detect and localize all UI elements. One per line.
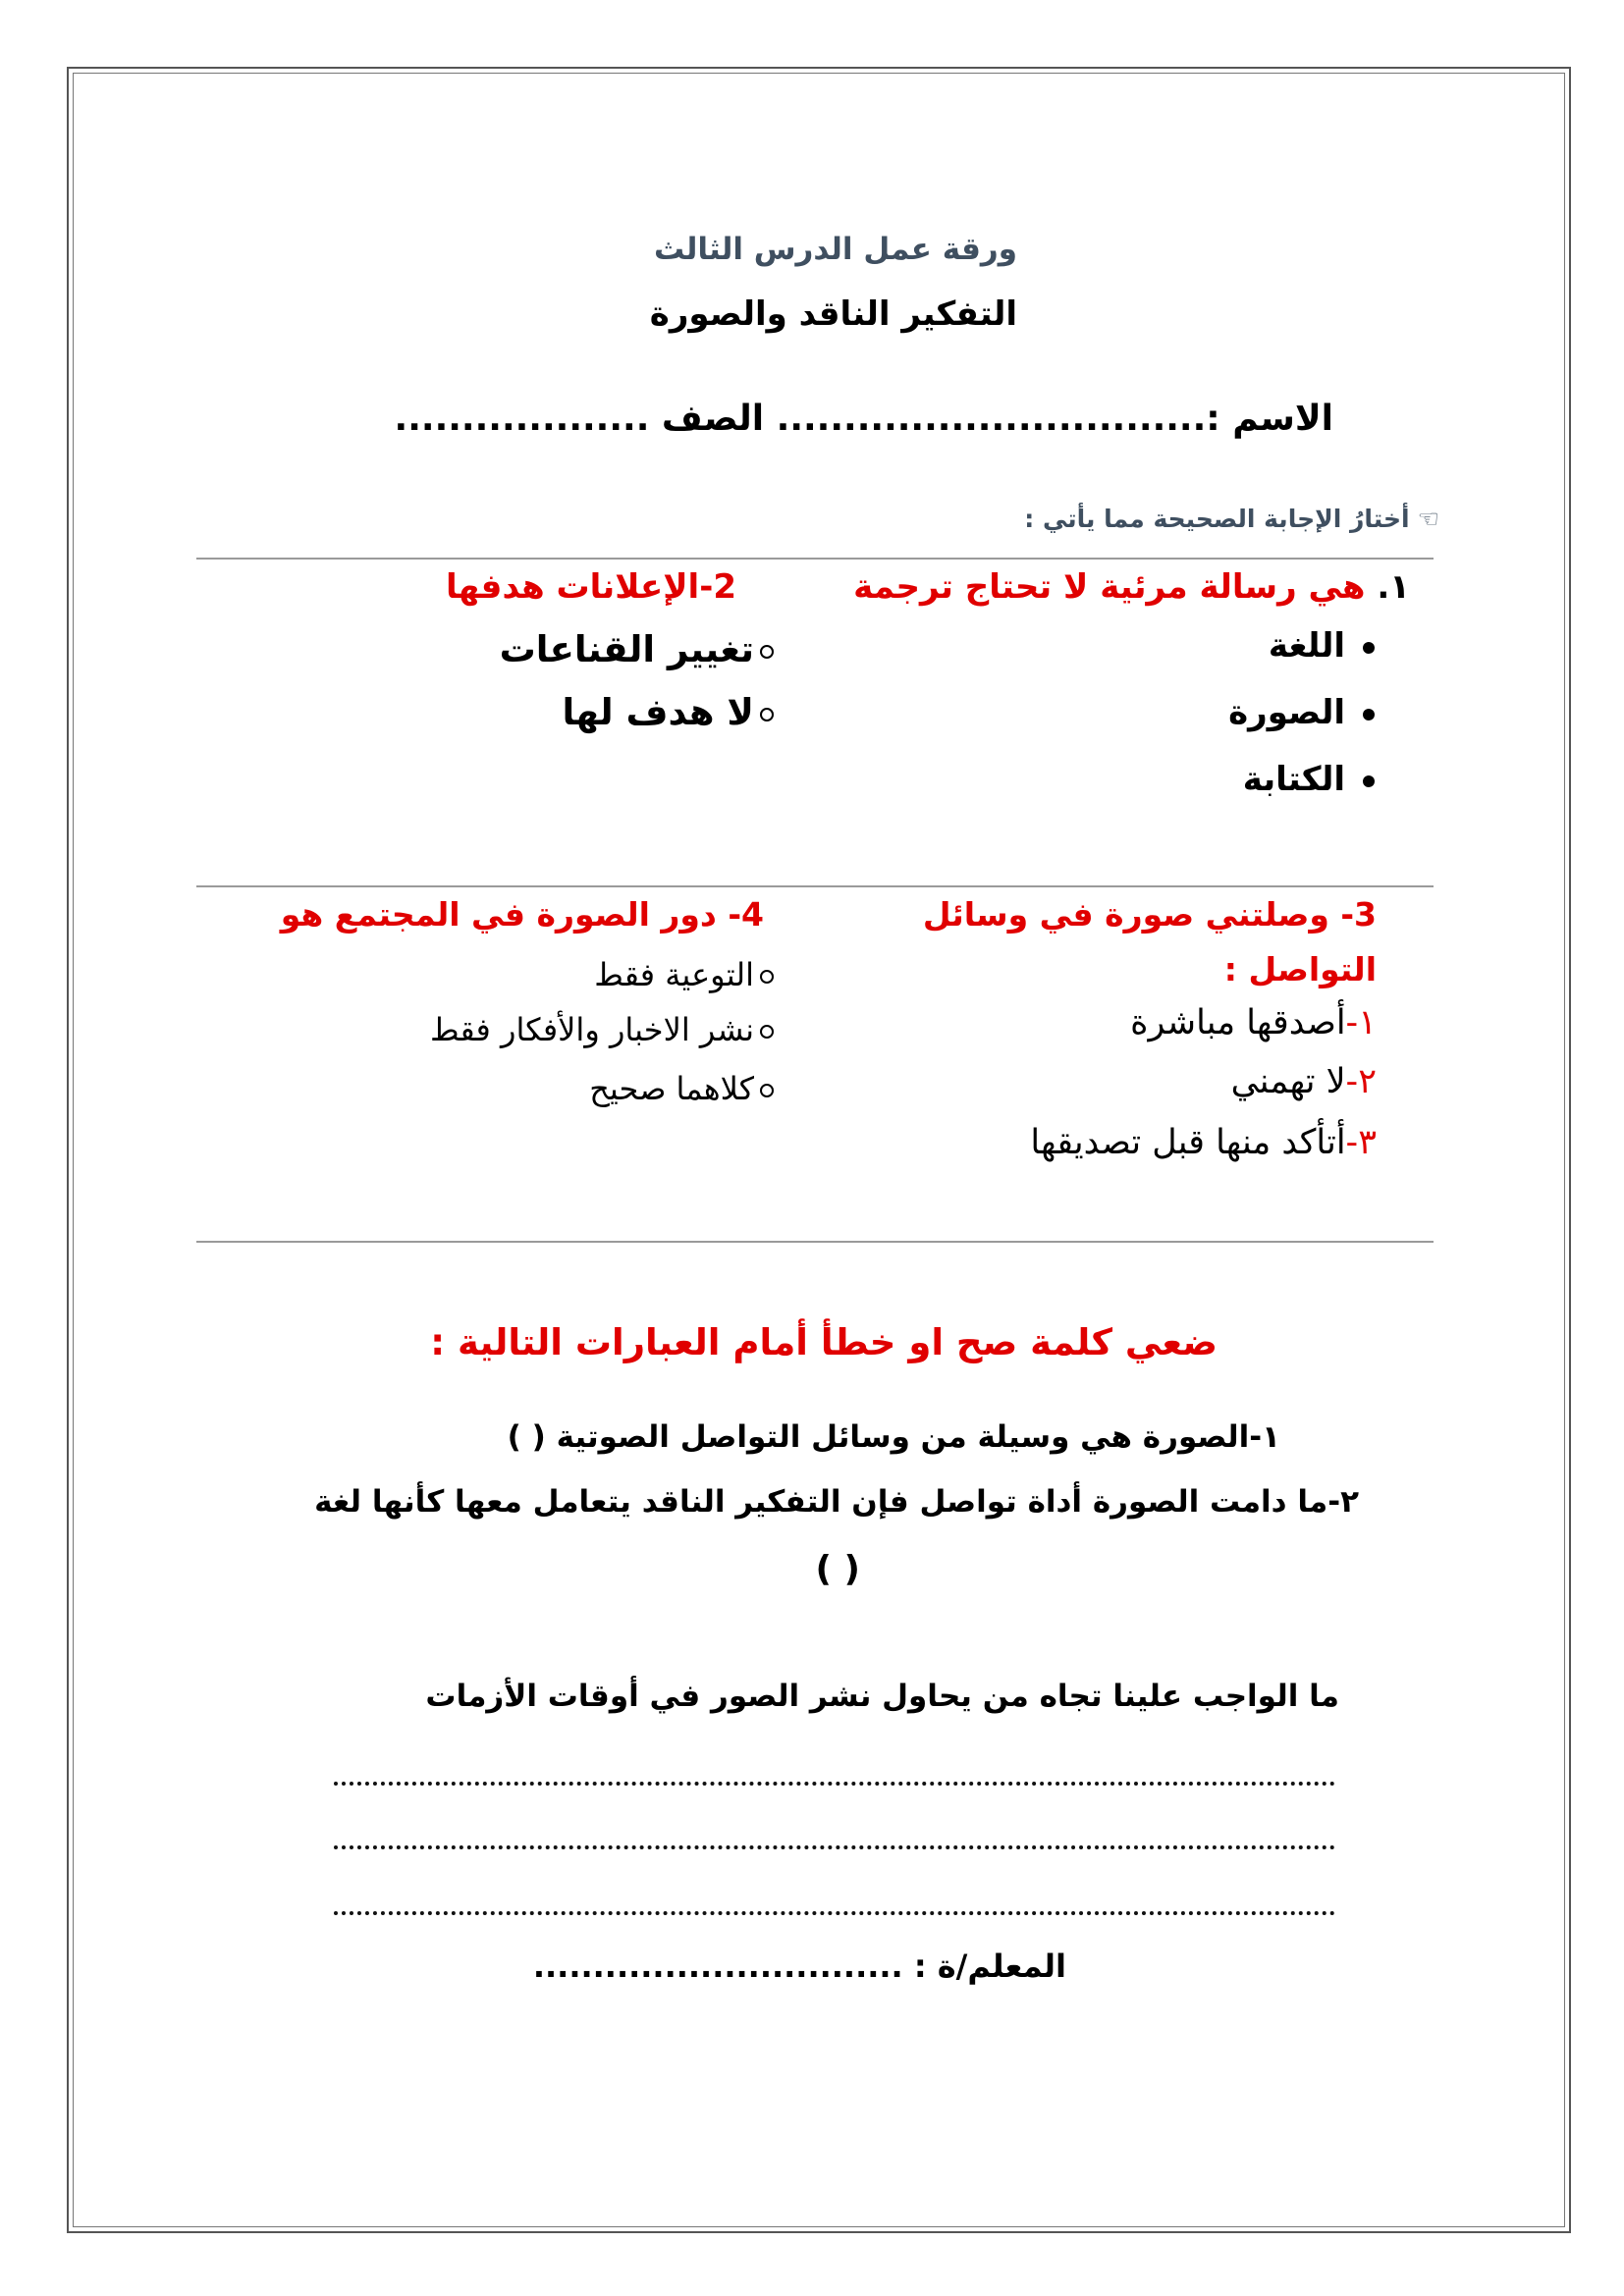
bullet-icon xyxy=(1363,775,1375,787)
name-class-line[interactable]: الاسم :................................ الصف ................... xyxy=(394,399,1333,439)
q3-option[interactable]: ١-أصدقها مباشرة xyxy=(1130,1003,1377,1042)
instruction-line: ☜أختارُ الإجابة الصحيحة مما يأتي : xyxy=(1024,505,1439,533)
circle-option-icon xyxy=(760,1025,774,1039)
q2-option[interactable]: لا هدف لها xyxy=(562,691,774,733)
worksheet-subtitle: التفكير الناقد والصورة xyxy=(649,294,1017,334)
question-3-line-2: التواصل : xyxy=(1223,950,1377,988)
q4-option[interactable]: التوعية فقط xyxy=(594,956,774,993)
q1-option[interactable]: الصورة xyxy=(1228,693,1375,732)
question-4: 4- دور الصورة في المجتمع هو xyxy=(280,895,764,934)
answer-line[interactable] xyxy=(334,1782,1335,1786)
q3-option[interactable]: ٣-أتأكد منها قبل تصديقها xyxy=(1030,1123,1377,1162)
circle-option-icon xyxy=(760,970,774,984)
true-false-title: ضعي كلمة صح او خطأ أمام العبارات التالية : xyxy=(430,1321,1218,1363)
answer-line[interactable] xyxy=(334,1845,1335,1849)
open-question: ما الواجب علينا تجاه من يحاول نشر الصور في أوقات الأزمات xyxy=(425,1679,1339,1714)
circle-option-icon xyxy=(760,1084,774,1097)
statement-1[interactable]: ١-الصورة هي وسيلة من وسائل التواصل الصوتية ( ) xyxy=(507,1419,1280,1455)
circle-option-icon xyxy=(760,645,774,659)
question-1 xyxy=(853,567,1410,607)
q1-option[interactable]: الكتابة xyxy=(1243,760,1375,799)
divider-bottom xyxy=(196,1241,1434,1243)
bullet-icon xyxy=(1363,642,1375,654)
bullet-icon xyxy=(1363,709,1375,721)
pointing-hand-icon: ☜ xyxy=(1417,505,1439,533)
statement-2[interactable]: ٢-ما دامت الصورة أداة تواصل فإن التفكير الناقد يتعامل معها كأنها لغة xyxy=(314,1484,1359,1520)
q4-option[interactable]: كلاهما صحيح xyxy=(589,1070,774,1107)
divider-top xyxy=(196,558,1434,560)
question-2: 2-الإعلانات هدفها xyxy=(445,567,736,607)
statement-2-answer-parens[interactable]: ( ) xyxy=(815,1549,860,1589)
question-1-text: هي رسالة مرئية لا تحتاج ترجمة xyxy=(853,567,1366,607)
question-3-line-1: 3- وصلتني صورة في وسائل xyxy=(922,895,1377,934)
q2-option[interactable]: تغيير القناعات xyxy=(500,628,774,670)
q3-option[interactable]: ٢-لا تهمني xyxy=(1230,1062,1377,1101)
divider-middle xyxy=(196,885,1434,887)
answer-line[interactable] xyxy=(334,1911,1335,1915)
q1-option[interactable]: اللغة xyxy=(1269,626,1375,666)
question-1-number: ١. xyxy=(1377,567,1410,607)
teacher-signature-line[interactable]: المعلم/ة : ............................... xyxy=(532,1948,1066,1985)
circle-option-icon xyxy=(760,708,774,721)
q4-option[interactable]: نشر الاخبار والأفكار فقط xyxy=(430,1011,774,1048)
worksheet-title: ورقة عمل الدرس الثالث xyxy=(653,232,1017,267)
